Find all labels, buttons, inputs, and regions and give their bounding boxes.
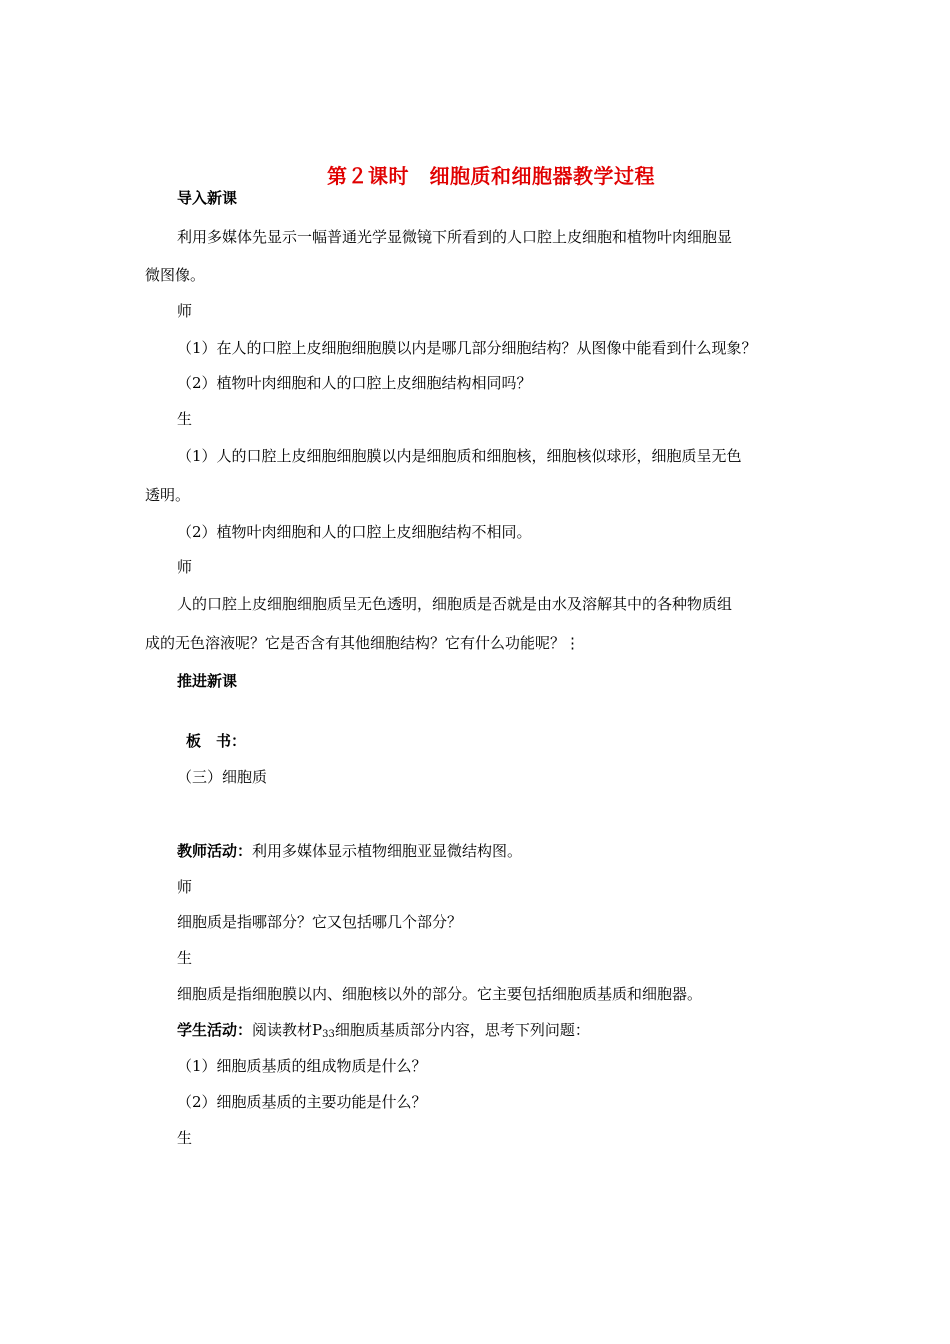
answer-item: 透明。 (145, 486, 191, 504)
student-activity-label: 学生活动： (177, 1021, 253, 1039)
paragraph-line: 人的口腔上皮细胞细胞质呈无色透明，细胞质是否就是由水及溶解其中的各种物质组 (177, 595, 733, 613)
question-item: （1）在人的口腔上皮细胞细胞膜以内是哪几部分细胞结构？从图像中能看到什么现象？ (177, 339, 757, 357)
paragraph-line: 细胞质是指哪部分？它又包括哪几个部分？ (177, 913, 463, 931)
paragraph-line: 细胞质是指细胞膜以内、细胞核以外的部分。它主要包括细胞质基质和细胞器。 (177, 985, 703, 1003)
section-heading-advance: 推进新课 (177, 672, 238, 690)
student-activity (177, 1020, 590, 1045)
question-item: （1）细胞质基质的组成物质是什么？ (177, 1057, 427, 1075)
page-ref-subscript: 33 (322, 1029, 335, 1040)
speaker-student: 生 (177, 949, 193, 967)
speaker-student: 生 (177, 410, 193, 428)
teacher-activity-text: 利用多媒体显示植物细胞亚显微结构图。 (252, 842, 523, 860)
paragraph-line: 微图像。 (145, 266, 206, 284)
speaker-teacher: 师 (177, 878, 193, 896)
paragraph-line: 成的无色溶液呢？它是否含有其他细胞结构？它有什么功能呢？⋮ (145, 634, 581, 652)
section-heading-intro: 导入新课 (177, 189, 238, 207)
question-item: （2）植物叶肉细胞和人的口腔上皮细胞结构相同吗？ (177, 374, 532, 392)
question-item: （2）细胞质基质的主要功能是什么？ (177, 1093, 427, 1111)
teacher-activity-label: 教师活动： (177, 842, 253, 860)
page-title: 第２课时 细胞质和细胞器教学过程 (327, 164, 655, 188)
student-activity-text: 阅读教材P (252, 1021, 323, 1039)
speaker-teacher: 师 (177, 558, 193, 576)
board-item: （三）细胞质 (177, 768, 268, 786)
speaker-teacher: 师 (177, 302, 193, 320)
student-activity-text-rest: 细胞质基质部分内容，思考下列问题： (334, 1021, 590, 1039)
paragraph-line: 利用多媒体先显示一幅普通光学显微镜下所看到的人口腔上皮细胞和植物叶肉细胞显 (177, 228, 733, 246)
teacher-activity (177, 841, 522, 861)
speaker-student: 生 (177, 1129, 193, 1147)
answer-item: （2）植物叶肉细胞和人的口腔上皮细胞结构不相同。 (177, 523, 532, 541)
answer-item: （1）人的口腔上皮细胞细胞膜以内是细胞质和细胞核，细胞核似球形，细胞质呈无色 (177, 447, 742, 465)
board-heading: 板 书： (186, 732, 247, 750)
